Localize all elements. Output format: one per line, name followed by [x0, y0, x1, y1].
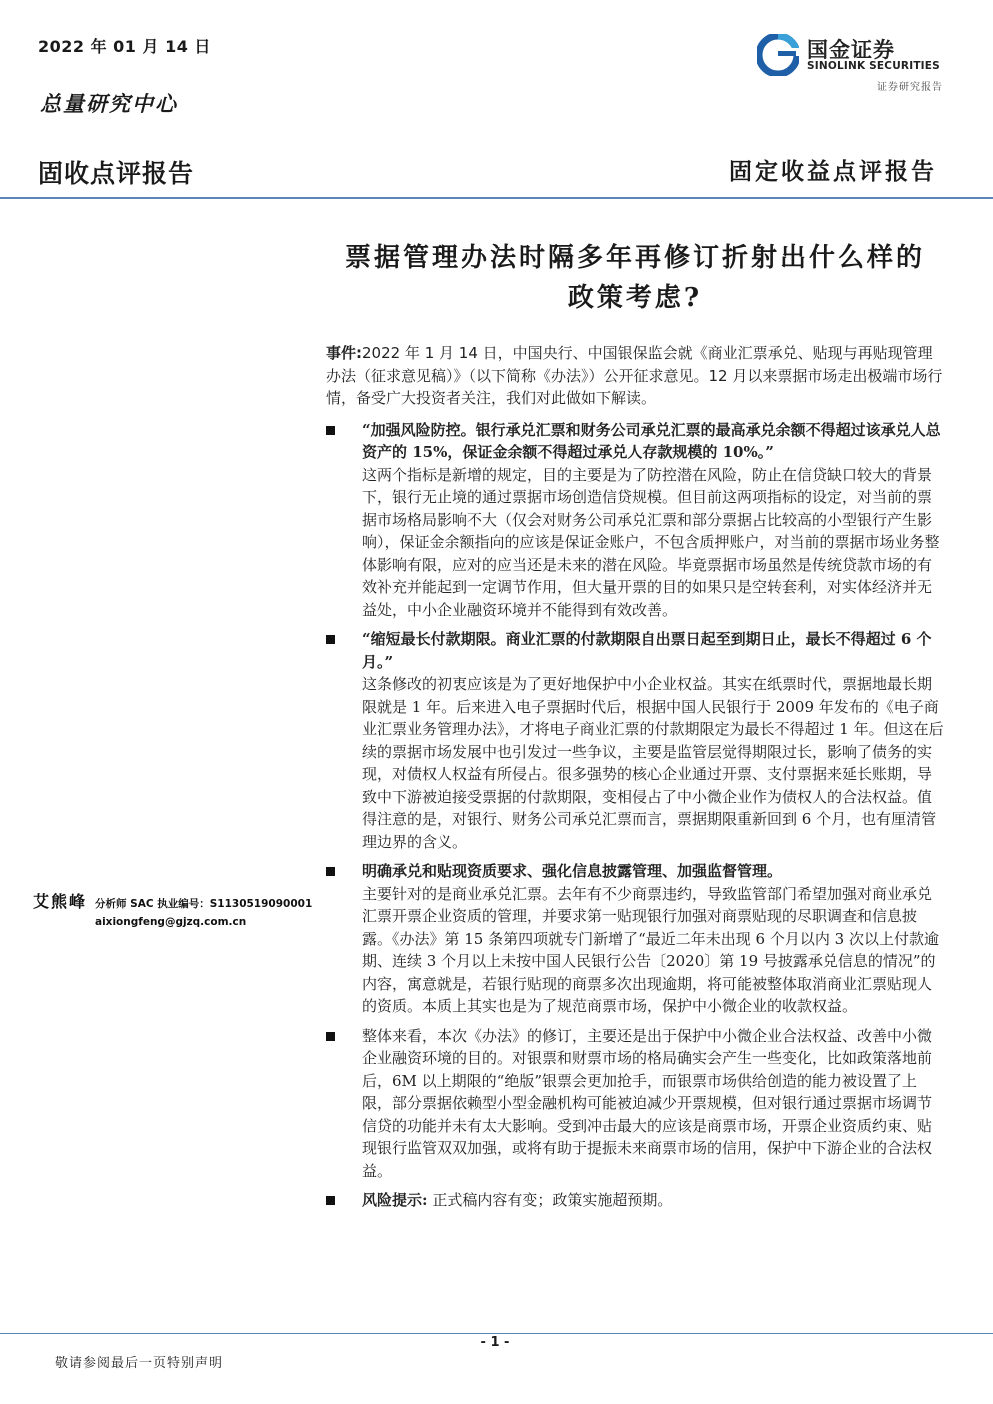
summary-text: 整体来看，本次《办法》的修订，主要还是出于保护中小微企业合法权益、改善中小微企业融资环境的目的。对银票和财票市场的格局确实会产生一些变化，比如政策落地前后，6M 以上期限的“绝版”银票会更加抢手，而银票市场供给创造的能力被设置了上限，部分票据依赖型小型金融机构可能被迫减少开票规模，但对银行通过票据市场调节信贷的功能并未有太大影响。受到冲击最大的应该是商票市场，开票企业资质约束、贴现银行监管双双加强，或将有助于提振未来商票市场的信用，保护中下游企业的合法权益。: [362, 1026, 933, 1180]
analyst-title: 分析师 SAC 执业编号：S1130519090001: [95, 898, 313, 910]
analyst-email[interactable]: aixiongfeng@gjzq.com.cn: [95, 916, 247, 928]
section-3-heading: [326, 860, 946, 883]
report-title-line-1: 票据管理办法时隔多年再修订折射出什么样的: [344, 243, 925, 273]
section-2-body: 这条修改的初衷应该是为了更好地保护中小企业权益。其实在纸票时代，票据地最长期限就是 1 年。后来进入电子票据时代后，根据中国人民银行于 2009 年发布的《电子商业汇票业务管理办法》，才将电子商业汇票的付款期限定为最长不得超过 1 年。但这在后续的票据市场发展中也引发过一些争议，主要是监管层觉得期限过长，影响了债务的实现，对债权人权益有所侵占。很多强势的核心企业通过开票、支付票据来延长账期，导致中下游被迫接受票据的付款期限，变相侵占了中小微企业作为债权人的合法权益。值得注意的是，对银行、财务公司承兑汇票而言，票据期限重新回到 6 个月，也有厘清管理边界的含义。: [362, 675, 944, 851]
bullet-square-icon: [326, 867, 335, 876]
logo-chinese-name: 国金证券: [807, 38, 895, 62]
logo-mark-icon: [757, 34, 799, 76]
analyst-name: 艾熊峰: [33, 892, 88, 911]
report-type-label: 固收点评报告: [38, 159, 195, 188]
section-2-heading: [326, 628, 946, 673]
section-2-heading-text: “缩短最长付款期限。商业汇票的付款期限自出票日起至到期日止，最长不得超过 6 个月。”: [362, 630, 932, 671]
summary-paragraph: [326, 1025, 946, 1183]
risk-text: 正式稿内容有变；政策实施超预期。: [432, 1191, 673, 1209]
page-number: - 1 -: [480, 1335, 510, 1350]
risk-label: 风险提示:: [362, 1191, 428, 1209]
section-1-body: 这两个指标是新增的规定，目的主要是为了防控潜在风险，防止在信贷缺口较大的背景下，银行无止境的通过票据市场创造信贷规模。但目前这两项指标的设定，对当前的票据市场格局影响不大（仅会对财务公司承兑汇票和部分票据占比较高的小型银行产生影响），保证金余额指向的应该是保证金账户，不包含质押账户，对当前的票据市场业务整体影响有限，应对的应当还是未来的潜在风险。毕竟票据市场虽然是传统贷款市场的有效补充并能起到一定调节作用，但大量开票的目的如果只是空转套利，对实体经济并无益处，中小企业融资环境并不能得到有效改善。: [362, 465, 940, 619]
bullet-square-icon: [326, 426, 335, 435]
report-title-line-2: 政策考虑?: [567, 283, 703, 313]
section-1-heading: [326, 419, 946, 464]
report-type-label-right: 固定收益点评报告: [729, 158, 937, 185]
report-date: 2022 年 01 月 14 日: [38, 37, 211, 56]
footer-divider: [0, 1333, 993, 1334]
event-label: 事件:: [326, 344, 362, 362]
section-1-heading-text: “加强风险防控。银行承兑汇票和财务公司承兑汇票的最高承兑余额不得超过该承兑人总资产的 15%，保证金余额不得超过承兑人存款规模的 10%。”: [362, 420, 941, 461]
event-paragraph: [326, 342, 946, 410]
bullet-square-icon: [326, 635, 335, 644]
report-title: [300, 238, 970, 318]
footer-disclaimer: 敬请参阅最后一页特别声明: [55, 1356, 224, 1371]
logo-english-name: SINOLINK SECURITIES: [807, 60, 940, 72]
bullet-square-icon: [326, 1196, 335, 1205]
risk-warning: [326, 1189, 946, 1212]
analyst-info: [33, 889, 313, 928]
bullet-square-icon: [326, 1032, 335, 1041]
company-logo: [757, 32, 943, 80]
report-body: [326, 342, 946, 1212]
logo-subtitle: 证券研究报告: [877, 82, 943, 93]
section-3-body: 主要针对的是商业承兑汇票。去年有不少商票违约，导致监管部门希望加强对商业承兑汇票开票企业资质的管理，并要求第一贴现银行加强对商票贴现的尽职调查和信息披露。《办法》第 15 条第四项就专门新增了“最近二年未出现 6 个月以内 3 次以上付款逾期、连续 3 个月以上未按中国人民银行公告〔2020〕第 19 号披露承兑信息的情况”的内容，寓意就是，若银行贴现的商票多次出现逾期，将可能被整体取消商业汇票贴现人的资质。本质上其实也是为了规范商票市场，保护中小微企业的收款权益。: [362, 884, 939, 1015]
section-3-heading-text: 明确承兑和贴现资质要求、强化信息披露管理、加强监督管理。: [362, 862, 783, 880]
event-text: 2022 年 1 月 14 日，中国央行、中国银保监会就《商业汇票承兑、贴现与再贴现管理办法（征求意见稿）》（以下简称《办法》）公开征求意见。12 月以来票据市场走出极端市场行情，备受广大投资者关注，我们对此做如下解读。: [326, 344, 943, 407]
research-center-name: 总量研究中心: [40, 91, 178, 116]
header-divider: [0, 197, 993, 199]
